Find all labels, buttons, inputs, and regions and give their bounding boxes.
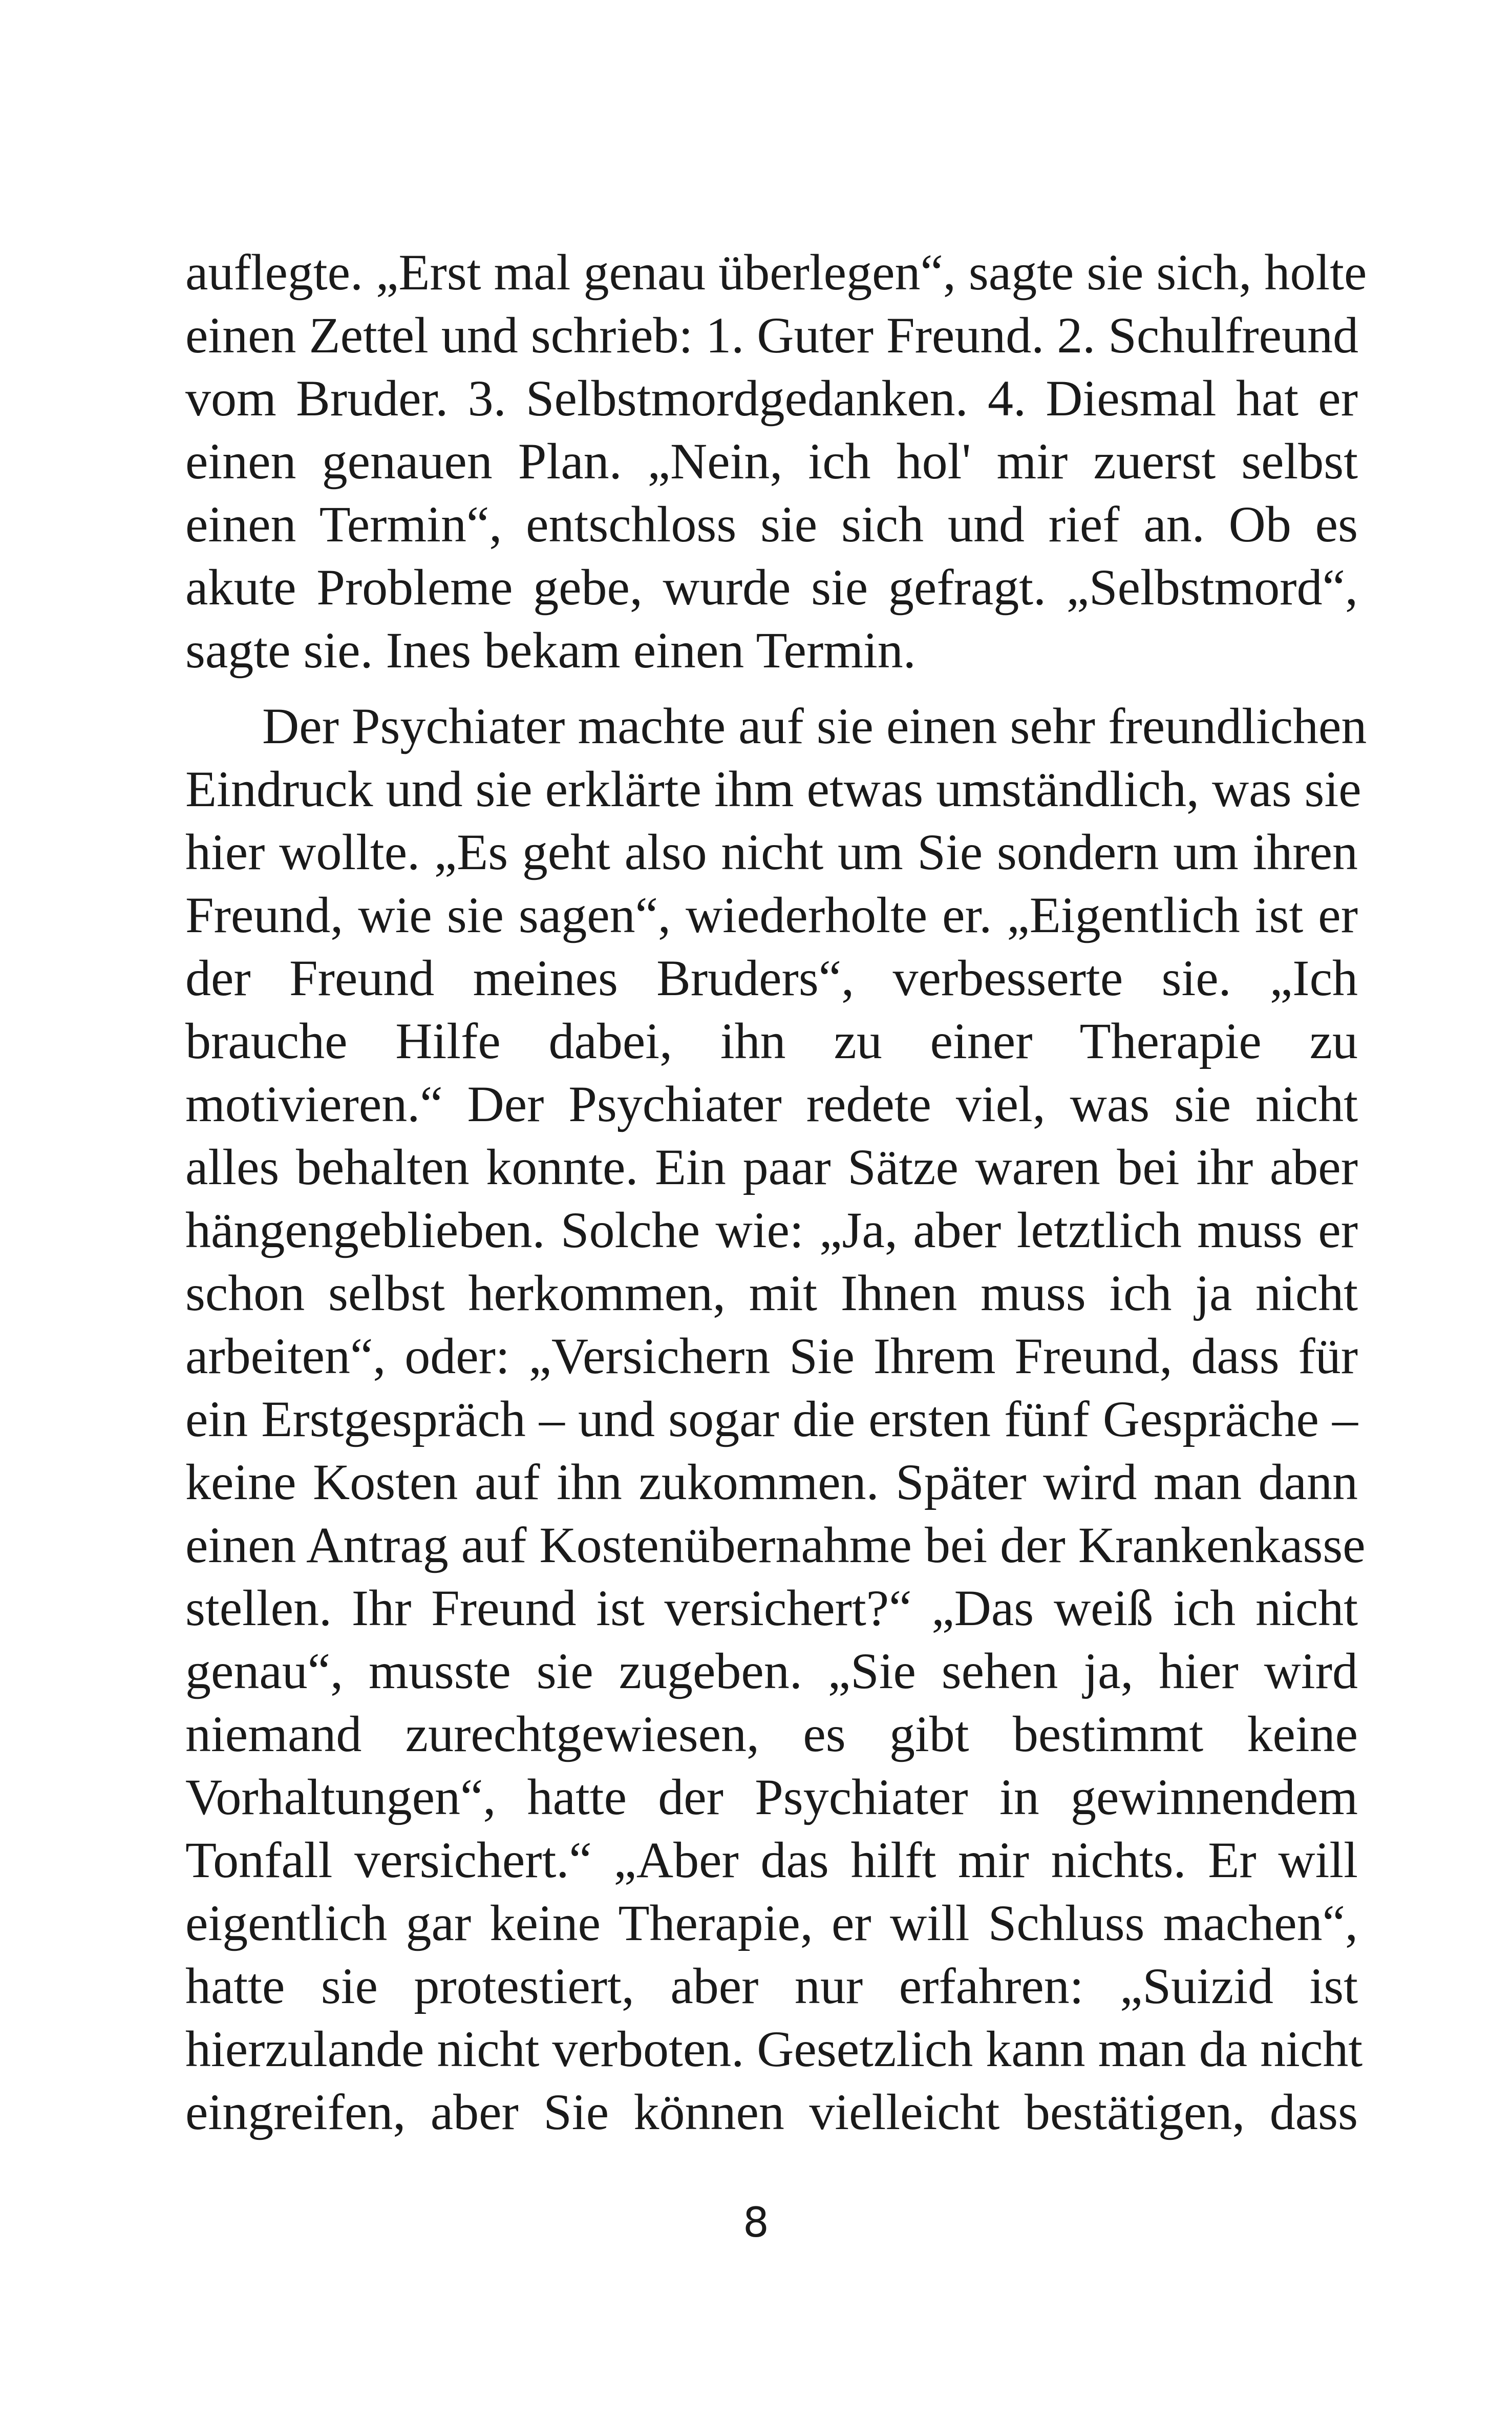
text-line: Eindruck und sie erklärte ihm etwas umständlich, was sie <box>185 761 1361 817</box>
body-text <box>185 241 1367 2143</box>
text-line: hatte sie protestiert, aber nur erfahren: „Suizid ist <box>185 1958 1358 2014</box>
text-line: einen Zettel und schrieb: 1. Guter Freund. 2. Schulfreund <box>185 307 1359 364</box>
text-line: Vorhaltungen“, hatte der Psychiater in gewinnendem <box>185 1769 1358 1825</box>
text-line: akute Probleme gebe, wurde sie gefragt. „Selbstmord“, <box>185 559 1358 616</box>
text-line: ein Erstgespräch – und sogar die ersten fünf Gespräche – <box>185 1391 1358 1447</box>
text-line: schon selbst herkommen, mit Ihnen muss ich ja nicht <box>185 1265 1358 1321</box>
text-line: niemand zurechtgewiesen, es gibt bestimmt keine <box>185 1706 1358 1762</box>
text-line: der Freund meines Bruders“, verbesserte sie. „Ich <box>185 950 1358 1006</box>
text-line: motivieren.“ Der Psychiater redete viel, was sie nicht <box>185 1076 1358 1132</box>
text-line: auflegte. „Erst mal genau überlegen“, sagte sie sich, holte <box>185 244 1367 301</box>
text-line: eigentlich gar keine Therapie, er will Schluss machen“, <box>185 1895 1358 1951</box>
text-line: genau“, musste sie zugeben. „Sie sehen ja, hier wird <box>185 1643 1358 1699</box>
text-line: hängengeblieben. Solche wie: „Ja, aber letztlich muss er <box>185 1202 1358 1258</box>
text-line: vom Bruder. 3. Selbstmordgedanken. 4. Diesmal hat er <box>185 370 1358 427</box>
text-line: einen genauen Plan. „Nein, ich hol' mir zuerst selbst <box>185 433 1358 490</box>
text-line: keine Kosten auf ihn zukommen. Später wird man dann <box>185 1454 1358 1510</box>
text-line: Der Psychiater machte auf sie einen sehr freundlichen <box>262 698 1367 754</box>
text-line: alles behalten konnte. Ein paar Sätze waren bei ihr aber <box>185 1139 1358 1195</box>
text-line: einen Antrag auf Kostenübernahme bei der Krankenkasse <box>185 1517 1366 1573</box>
text-line: einen Termin“, entschloss sie sich und rief an. Ob es <box>185 496 1358 553</box>
text-line: Tonfall versichert.“ „Aber das hilft mir nichts. Er will <box>185 1832 1358 1888</box>
text-line: arbeiten“, oder: „Versichern Sie Ihrem Freund, dass für <box>185 1328 1358 1384</box>
page-number: 8 <box>743 2199 769 2246</box>
text-line: brauche Hilfe dabei, ihn zu einer Therapie zu <box>185 1013 1358 1069</box>
paragraph-gap <box>185 682 1358 695</box>
text-line: Freund, wie sie sagen“, wiederholte er. „Eigentlich ist er <box>185 887 1358 943</box>
text-line: hier wollte. „Es geht also nicht um Sie sondern um ihren <box>185 824 1358 880</box>
text-line: eingreifen, aber Sie können vielleicht bestätigen, dass <box>185 2084 1358 2140</box>
text-line: sagte sie. Ines bekam einen Termin. <box>185 622 916 679</box>
text-line: hierzulande nicht verboten. Gesetzlich kann man da nicht <box>185 2021 1363 2077</box>
text-line: stellen. Ihr Freund ist versichert?“ „Das weiß ich nicht <box>185 1580 1358 1636</box>
